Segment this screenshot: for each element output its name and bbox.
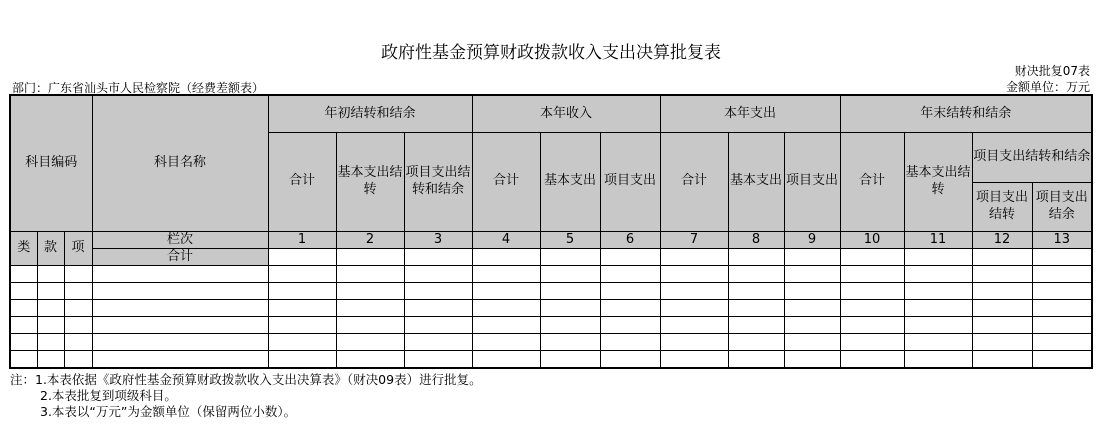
column-number: 10 <box>840 231 904 248</box>
sum-cell <box>600 248 660 265</box>
approval-table <box>9 94 1093 369</box>
header-group-income: 本年收入 <box>472 95 660 132</box>
header-income-project: 项目支出 <box>600 132 660 231</box>
footnote-2: 2.本表批复到项级科目。 <box>40 388 177 403</box>
header-begin-total: 合计 <box>268 132 336 231</box>
header-subject-name: 科目名称 <box>92 95 268 231</box>
column-number: 13 <box>1032 231 1092 248</box>
header-cat-item: 款 <box>37 231 64 266</box>
sum-cell <box>472 248 540 265</box>
sum-cell <box>728 248 784 265</box>
table-row <box>10 317 1092 334</box>
sum-cell <box>840 248 904 265</box>
sum-cell <box>972 248 1032 265</box>
footnote-3: 3.本表以“万元”为金额单位（保留两位小数）。 <box>40 404 297 419</box>
sum-cell <box>336 248 404 265</box>
header-end-total: 合计 <box>840 132 904 231</box>
header-end-project-exp-carry: 项目支出结转 <box>972 182 1032 231</box>
sum-cell <box>268 248 336 265</box>
form-code: 财决批复07表 <box>1014 64 1090 78</box>
header-cat-class: 类 <box>10 231 37 266</box>
sum-cell <box>660 248 728 265</box>
header-end-basic-carry: 基本支出结转 <box>904 132 972 231</box>
header-group-end: 年末结转和结余 <box>840 95 1092 132</box>
report-title: 政府性基金预算财政拨款收入支出决算批复表 <box>381 43 721 63</box>
table-row <box>10 300 1092 317</box>
header-expense-total: 合计 <box>660 132 728 231</box>
header-group-expense: 本年支出 <box>660 95 840 132</box>
header-end-project-exp-balance: 项目支出结余 <box>1032 182 1092 231</box>
table-row <box>10 283 1092 300</box>
sum-cell <box>404 248 472 265</box>
column-number: 3 <box>404 231 472 248</box>
sum-cell <box>784 248 840 265</box>
sum-cell <box>904 248 972 265</box>
column-number: 7 <box>660 231 728 248</box>
department-label: 部门：广东省汕头市人民检察院（经费差额表） <box>12 81 265 95</box>
header-expense-project: 项目支出 <box>784 132 840 231</box>
header-end-project-carry: 项目支出结转和结余 <box>972 132 1092 182</box>
column-number: 6 <box>600 231 660 248</box>
footnotes <box>10 372 482 420</box>
column-number: 4 <box>472 231 540 248</box>
column-number: 8 <box>728 231 784 248</box>
header-group-begin: 年初结转和结余 <box>268 95 472 132</box>
table-row <box>10 334 1092 351</box>
header-income-basic: 基本支出 <box>540 132 600 231</box>
column-number: 2 <box>336 231 404 248</box>
header-expense-basic: 基本支出 <box>728 132 784 231</box>
sum-cell <box>540 248 600 265</box>
footnote-1: 注：1.本表依据《政府性基金预算财政拨款收入支出决算表》（财决09表）进行批复。 <box>10 372 482 387</box>
column-number: 9 <box>784 231 840 248</box>
column-number: 1 <box>268 231 336 248</box>
header-subject-code: 科目编码 <box>10 95 92 231</box>
column-number: 11 <box>904 231 972 248</box>
header-begin-project-carry: 项目支出结转和结余 <box>404 132 472 231</box>
header-income-total: 合计 <box>472 132 540 231</box>
column-number: 5 <box>540 231 600 248</box>
table-row <box>10 266 1092 283</box>
amount-unit: 金额单位：万元 <box>1005 80 1090 94</box>
sum-cell <box>1032 248 1092 265</box>
column-index-label: 栏次 <box>92 231 268 248</box>
column-number: 12 <box>972 231 1032 248</box>
sum-row-label: 合计 <box>92 248 268 265</box>
header-cat-sub: 项 <box>64 231 92 266</box>
header-begin-basic-carry: 基本支出结转 <box>336 132 404 231</box>
table-row <box>10 351 1092 368</box>
